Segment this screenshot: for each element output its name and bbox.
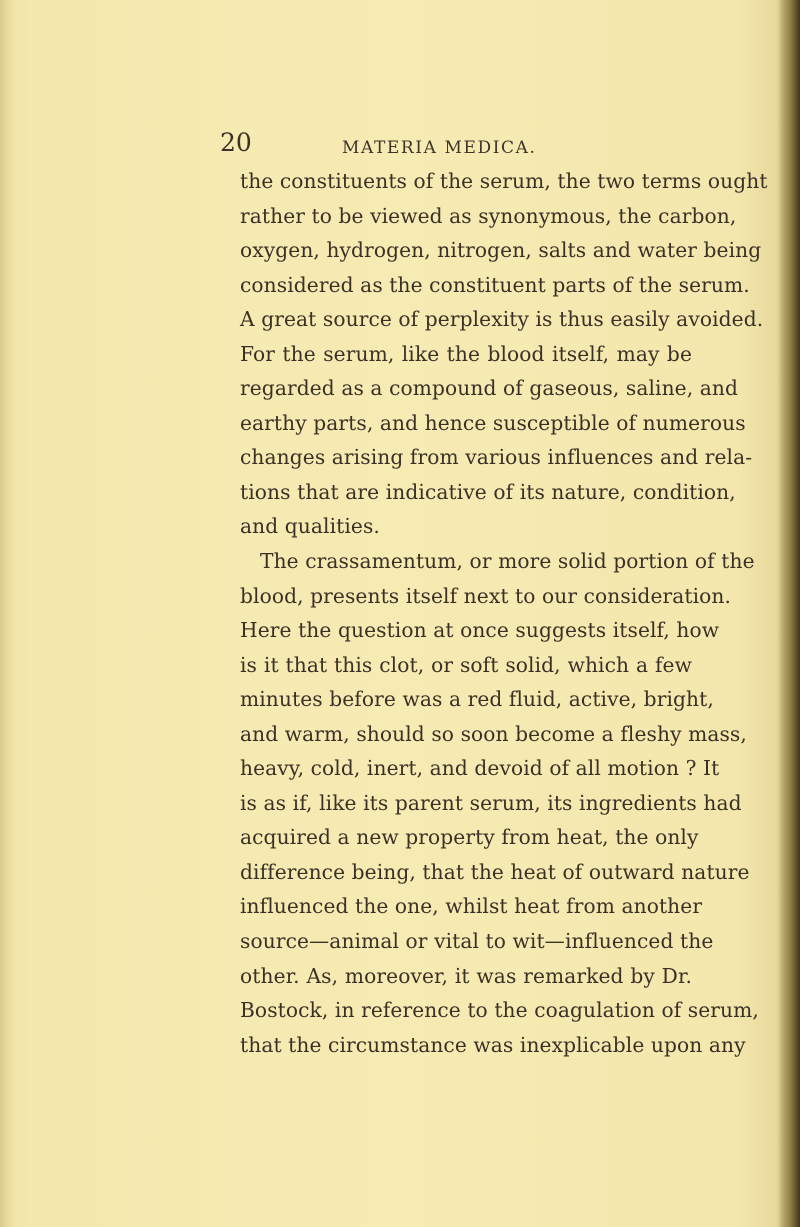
text-line: Here the question at once suggests itself, how xyxy=(240,618,720,643)
text-line: Bostock, in reference to the coagulation of serum, xyxy=(240,998,759,1023)
text-line: and qualities. xyxy=(240,514,380,539)
text-line: that the circumstance was inexplicable upon any xyxy=(240,1032,746,1057)
text-line: acquired a new property from heat, the only xyxy=(240,825,699,850)
text-line: changes arising from various influences and rela- xyxy=(240,445,753,470)
page-left-edge xyxy=(0,0,14,1227)
text-line: For the serum, like the blood itself, may be xyxy=(240,341,692,366)
text-line: is as if, like its parent serum, its ingredients had xyxy=(240,790,742,815)
page-binding-shadow xyxy=(778,0,800,1227)
text-line: influenced the one, whilst heat from another xyxy=(240,894,703,919)
text-line: blood, presents itself next to our consideration. xyxy=(240,583,732,608)
text-line: difference being, that the heat of outward nature xyxy=(240,859,750,884)
page-number: 20 xyxy=(220,128,252,157)
text-line: heavy, cold, inert, and devoid of all motion ? It xyxy=(240,756,720,781)
text-line: is it that this clot, or soft solid, which a few xyxy=(240,652,692,677)
text-line: considered as the constituent parts of the serum. xyxy=(240,272,750,297)
text-line: and warm, should so soon become a fleshy mass, xyxy=(240,721,747,746)
body-text xyxy=(240,164,768,1062)
text-line: oxygen, hydrogen, nitrogen, salts and water being xyxy=(240,238,762,263)
text-line: regarded as a compound of gaseous, saline, and xyxy=(240,376,739,401)
text-line: tions that are indicative of its nature, condition, xyxy=(240,479,736,504)
text-line: earthy parts, and hence susceptible of numerous xyxy=(240,410,746,435)
text-line: source—animal or vital to wit—influenced the xyxy=(240,929,714,954)
text-line: The crassamentum, or more solid portion of the xyxy=(260,549,755,574)
text-line: other. As, moreover, it was remarked by Dr. xyxy=(240,963,692,988)
text-line: minutes before was a red fluid, active, bright, xyxy=(240,687,714,712)
page-header xyxy=(0,128,800,168)
running-title: MATERIA MEDICA. xyxy=(342,138,537,158)
text-line: A great source of perplexity is thus easily avoided. xyxy=(240,307,764,332)
text-line: the constituents of the serum, the two terms ought xyxy=(240,169,768,193)
text-line: rather to be viewed as synonymous, the carbon, xyxy=(240,203,737,228)
